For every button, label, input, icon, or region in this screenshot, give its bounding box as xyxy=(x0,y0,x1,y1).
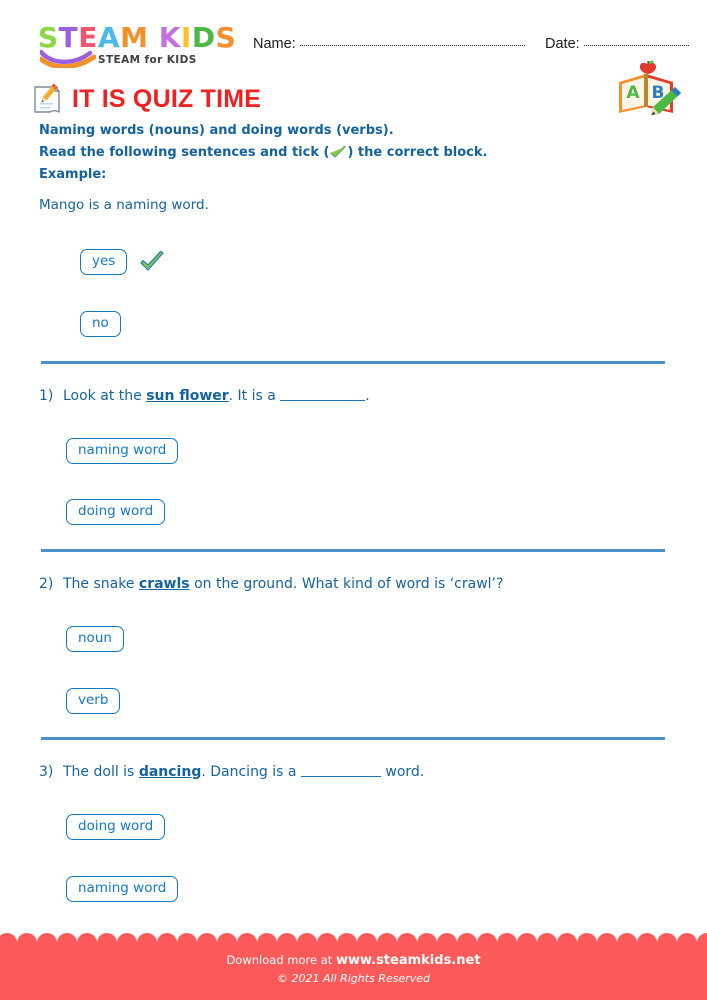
question-3-option-doing-word[interactable]: doing word xyxy=(66,814,165,840)
svg-text:A: A xyxy=(626,83,640,103)
logo-letter: A xyxy=(97,21,121,54)
name-label: Name: xyxy=(253,36,296,52)
example-label: Example: xyxy=(39,167,107,182)
steam-kids-logo xyxy=(38,21,238,72)
footer-site-link[interactable]: www.steamkids.net xyxy=(335,953,481,968)
question-1-text: Look at the sun flower. It is a . xyxy=(63,388,370,404)
instruction-line-2-before: Read the following sentences and tick ( xyxy=(39,145,330,160)
section-divider xyxy=(41,361,665,364)
question-3-text: The doll is dancing. Dancing is a word. xyxy=(63,764,425,780)
footer-copyright: © 2021 All Rights Reserved xyxy=(276,972,430,985)
checkmark-icon xyxy=(139,251,165,273)
checkmark-icon xyxy=(329,145,347,159)
example-option-no-row xyxy=(80,311,121,337)
question-2-text: The snake crawls on the ground. What kind of word is ‘crawl’? xyxy=(63,576,504,592)
question-3-option-2-row xyxy=(66,876,178,902)
name-input-line[interactable] xyxy=(300,44,525,46)
logo-letter: M xyxy=(120,21,149,54)
footer-download-label: Download more at xyxy=(226,953,336,967)
question-1-option-2-row xyxy=(66,499,165,525)
logo-letter: I xyxy=(180,21,192,54)
question-1-option-doing-word[interactable]: doing word xyxy=(66,499,165,525)
question-1 xyxy=(39,388,679,404)
logo-letter: S xyxy=(38,21,59,54)
question-3 xyxy=(39,764,679,780)
instructions-block xyxy=(39,120,659,215)
logo-swoosh-icon xyxy=(40,46,96,68)
example-option-yes[interactable]: yes xyxy=(80,249,127,275)
question-2-option-1-row xyxy=(66,626,124,652)
logo-letter xyxy=(148,24,158,52)
instruction-line-1: Naming words (nouns) and doing words (verbs). xyxy=(39,123,394,138)
question-1-option-naming-word[interactable]: naming word xyxy=(66,438,178,464)
scalloped-edge xyxy=(0,933,707,945)
name-field[interactable] xyxy=(253,36,525,52)
note-pencil-icon xyxy=(28,82,66,116)
question-1-number: 1) xyxy=(39,388,54,404)
section-divider xyxy=(41,737,665,740)
page-header xyxy=(0,22,707,72)
section-divider xyxy=(41,549,665,552)
answer-blank[interactable] xyxy=(280,388,365,401)
question-1-option-1-row xyxy=(66,438,178,464)
date-input-line[interactable] xyxy=(584,44,689,46)
abc-book-icon xyxy=(613,60,685,116)
svg-text:B: B xyxy=(651,83,665,103)
example-option-no[interactable]: no xyxy=(80,311,121,337)
page-footer xyxy=(0,942,707,1000)
answer-blank[interactable] xyxy=(301,764,381,777)
question-2-option-verb[interactable]: verb xyxy=(66,688,120,714)
logo-letter: D xyxy=(191,21,216,54)
footer-download-line xyxy=(0,953,707,968)
example-sentence: Mango is a naming word. xyxy=(39,197,209,213)
logo-letter: K xyxy=(158,21,181,54)
page-title-row xyxy=(28,80,261,118)
question-3-option-naming-word[interactable]: naming word xyxy=(66,876,178,902)
logo-letter: T xyxy=(58,21,79,54)
question-2 xyxy=(39,576,679,592)
logo-tagline: STEAM for KIDS xyxy=(98,54,197,66)
logo-letter: E xyxy=(78,21,98,54)
logo-letter: S xyxy=(215,21,237,54)
question-3-option-1-row xyxy=(66,814,165,840)
question-2-number: 2) xyxy=(39,576,54,592)
question-3-number: 3) xyxy=(39,764,54,780)
instruction-line-2-after: ) the correct block. xyxy=(347,145,488,160)
date-label: Date: xyxy=(545,36,580,52)
question-2-option-noun[interactable]: noun xyxy=(66,626,124,652)
example-option-yes-row xyxy=(80,249,165,275)
instruction-line-2 xyxy=(39,142,659,164)
question-2-option-2-row xyxy=(66,688,120,714)
date-field[interactable] xyxy=(545,36,689,52)
page-title: IT IS QUIZ TIME xyxy=(72,84,262,113)
